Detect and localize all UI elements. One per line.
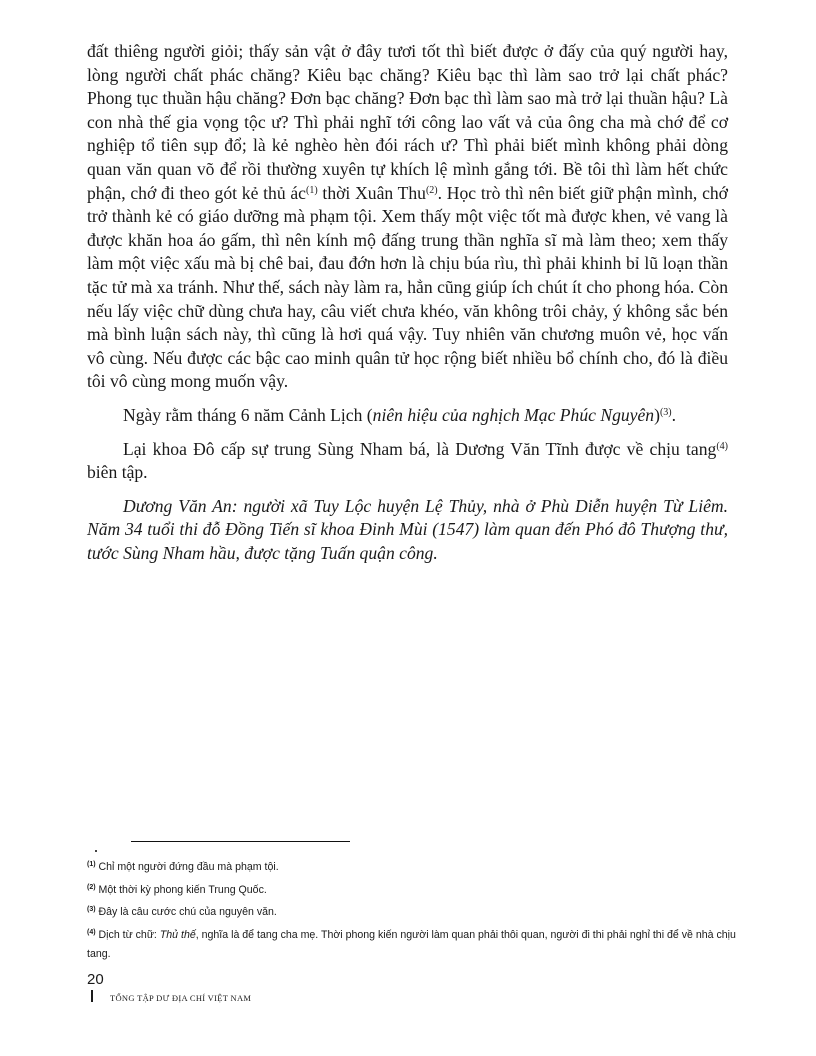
footnote-2	[87, 881, 737, 901]
scan-speck	[95, 850, 97, 852]
paragraph-editor	[87, 438, 728, 485]
footnote-mark: (1)	[87, 861, 96, 868]
paragraph-text: . Học trò thì nên biết giữ phận mình, chớ trở thành kẻ có giáo dưỡng mà phạm tội. Xem thấy một việc tốt mà được khen, vẻ vang là được khăn hoa áo gấm, thì nên kính mộ đấng trung thần nghĩa sĩ mà làm theo; xem thấy làm một việc xấu mà bị chê bai, đau đớn hơn là chịu búa rìu, thì phải khinh bỉ lũ loạn thần tặc tử mà xa tránh. Như thế, sách này làm ra, hẳn cũng giúp ích chút ít cho phong hóa. Còn nếu lấy việc chữ dùng chưa hay, câu viết chưa khéo, văn không trôi chảy, ý không sắc bén mà bình luận sách này, thì cũng là hơi quá vậy. Tuy nhiên văn chương muôn vẻ, học vấn vô cùng. Nếu được các bậc cao minh quân tử học rộng biết nhiều bổ chính cho, đó là điều tôi vô cùng mong muốn vậy.	[87, 182, 728, 392]
running-title: TỔNG TẬP DƯ ĐỊA CHÍ VIỆT NAM	[110, 993, 252, 1003]
footnote-text: Một thời kỳ phong kiến Trung Quốc.	[98, 883, 267, 896]
footnote-text: Dịch từ chữ:	[98, 928, 160, 941]
footnote-text: Đây là câu cước chú của nguyên văn.	[98, 906, 277, 918]
page-number: 20	[87, 971, 104, 988]
footnote-ref-2[interactable]: (2)	[425, 184, 438, 196]
footnote-ref-1[interactable]: (1)	[306, 184, 318, 196]
footnotes	[87, 858, 737, 967]
paragraph-date	[87, 404, 728, 428]
period: .	[671, 404, 677, 425]
footnote-ref-4[interactable]: (4)	[716, 440, 728, 452]
footnote-3	[87, 903, 737, 923]
paragraph-text: thời Xuân Thu	[317, 182, 426, 203]
paragraph-text: đất thiêng người giỏi; thấy sản vật ở đây tươi tốt thì biết được ở đấy của quý người hay, lòng người chất phác chăng? Kiêu bạc chăng? Kiêu bạc thì làm sao trở lại chất phác? Phong tục thuần hậu chăng? Đơn bạc chăng? Đơn bạc thì làm sao mà trở lại thuần hậu? Là con nhà thế gia vọng tộc ư? Thì phải nghĩ tới công lao vất vả của ông cha mà chớ để cơ nghiệp tổ tiên sụp đổ; là kẻ nghèo hèn đói rách ư? Thì phải biết mình không phải dòng quan văn quan võ để rồi thường xuyên tự khích lệ mình gắng tới. Bề tôi thì làm hết chức phận, chớ đi theo gót kẻ thủ ác	[87, 41, 728, 203]
body-text	[87, 40, 728, 565]
footnote-separator	[131, 841, 350, 842]
footnote-italic-term: Thủ thế	[159, 928, 196, 941]
paragraph-preface-continued	[87, 40, 728, 394]
footnote-1	[87, 858, 737, 878]
footnote-4	[87, 926, 737, 964]
editor-text-end: biên tập.	[87, 462, 148, 483]
date-text: Ngày rằm tháng 6 năm Cảnh Lịch (	[123, 404, 373, 425]
footnote-text: , nghĩa là để tang cha mẹ. Thời phong kiến người làm quan phải thôi quan, người đi thi phải nghỉ thi để về nhà chịu tang.	[87, 928, 736, 960]
footnote-mark: (2)	[87, 883, 96, 891]
author-bio-italic: Dương Văn An: người xã Tuy Lộc huyện Lệ Thủy, nhà ở Phù Diễn huyện Từ Liêm. Năm 34 tuổi thi đỗ Đồng Tiến sĩ khoa Đinh Mùi (1547) làm quan đến Phó đô Thượng thư, tước Sùng Nham hầu, được tặng Tuấn quận công.	[87, 495, 728, 563]
page-number-tick	[91, 990, 93, 1002]
editor-text: Lại khoa Đô cấp sự trung Sùng Nham bá, là Dương Văn Tĩnh được về chịu tang	[123, 438, 717, 459]
paragraph-author-bio	[87, 495, 728, 566]
footnote-mark: (3)	[87, 906, 96, 913]
paren-close: )	[654, 404, 660, 425]
footnote-ref-3[interactable]: (3)	[659, 406, 672, 418]
date-note-italic: niên hiệu của nghịch Mạc Phúc Nguyên	[372, 404, 655, 425]
footnote-mark: (4)	[87, 928, 96, 936]
footnote-text: Chỉ một người đứng đầu mà phạm tội.	[98, 861, 279, 873]
